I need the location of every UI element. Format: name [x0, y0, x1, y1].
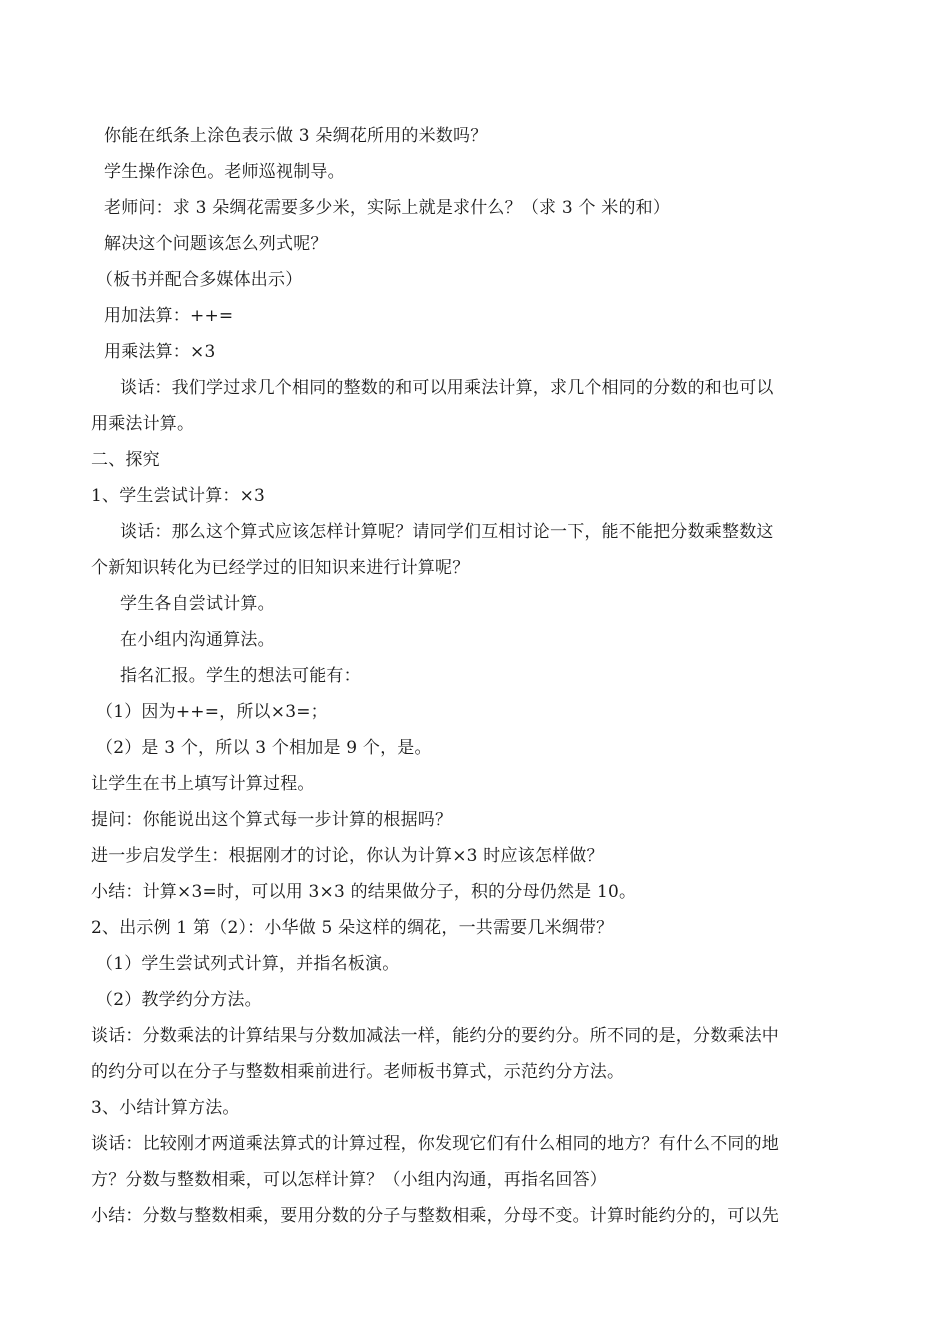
text-line: 学生操作涂色。老师巡视制导。: [104, 162, 345, 182]
text-line: 小结：分数与整数相乘，要用分数的分子与整数相乘，分母不变。计算时能约分的，可以先: [91, 1206, 779, 1226]
text-line: 用加法算：++=: [104, 306, 234, 326]
text-line: 谈话：那么这个算式应该怎样计算呢？请同学们互相讨论一下，能不能把分数乘整数这: [120, 522, 774, 542]
section-heading: 二、探究: [91, 450, 160, 470]
text-line: （1）因为++=，所以×3=；: [96, 702, 328, 722]
text-line: 的约分可以在分子与整数相乘前进行。老师板书算式，示范约分方法。: [91, 1062, 625, 1082]
text-line: 1、学生尝试计算：×3: [91, 486, 266, 506]
text-line: 进一步启发学生：根据刚才的讨论，你认为计算×3 时应该怎样做？: [91, 846, 604, 866]
text-line: 谈话：分数乘法的计算结果与分数加减法一样，能约分的要约分。所不同的是，分数乘法中: [91, 1026, 779, 1046]
text-line: 3、小结计算方法。: [91, 1098, 240, 1118]
text-line: 小结：计算×3=时，可以用 3×3 的结果做分子，积的分母仍然是 10。: [91, 882, 637, 902]
text-line: 让学生在书上填写计算过程。: [91, 774, 315, 794]
text-line: 谈话：比较刚才两道乘法算式的计算过程，你发现它们有什么相同的地方？有什么不同的地: [91, 1134, 779, 1154]
text-line: 学生各自尝试计算。: [120, 594, 275, 614]
text-line: 指名汇报。学生的想法可能有：: [120, 666, 361, 686]
text-line: 提问：你能说出这个算式每一步计算的根据吗？: [91, 810, 453, 830]
text-line: 老师问：求 3 朵绸花需要多少米，实际上就是求什么？（求 3 个 米的和）: [104, 198, 671, 218]
text-line: 用乘法计算。: [91, 414, 195, 434]
text-line: 谈话：我们学过求几个相同的整数的和可以用乘法计算，求几个相同的分数的和也可以: [120, 378, 774, 398]
text-line: 2、出示例 1 第（2）：小华做 5 朵这样的绸花，一共需要几米绸带？: [91, 918, 614, 938]
text-line: 方？分数与整数相乘，可以怎样计算？（小组内沟通，再指名回答）: [91, 1170, 607, 1190]
text-line: （2）教学约分方法。: [96, 990, 262, 1010]
text-line: 在小组内沟通算法。: [120, 630, 275, 650]
text-line: （板书并配合多媒体出示）: [96, 270, 303, 290]
text-line: 解决这个问题该怎么列式呢？: [104, 234, 328, 254]
text-line: （1）学生尝试列式计算，并指名板演。: [96, 954, 400, 974]
text-line: （2）是 3 个，所以 3 个相加是 9 个，是。: [96, 738, 432, 758]
text-line: 用乘法算：×3: [104, 342, 216, 362]
text-line: 个新知识转化为已经学过的旧知识来进行计算呢？: [91, 558, 470, 578]
text-line: 你能在纸条上涂色表示做 3 朵绸花所用的米数吗？: [104, 126, 488, 146]
